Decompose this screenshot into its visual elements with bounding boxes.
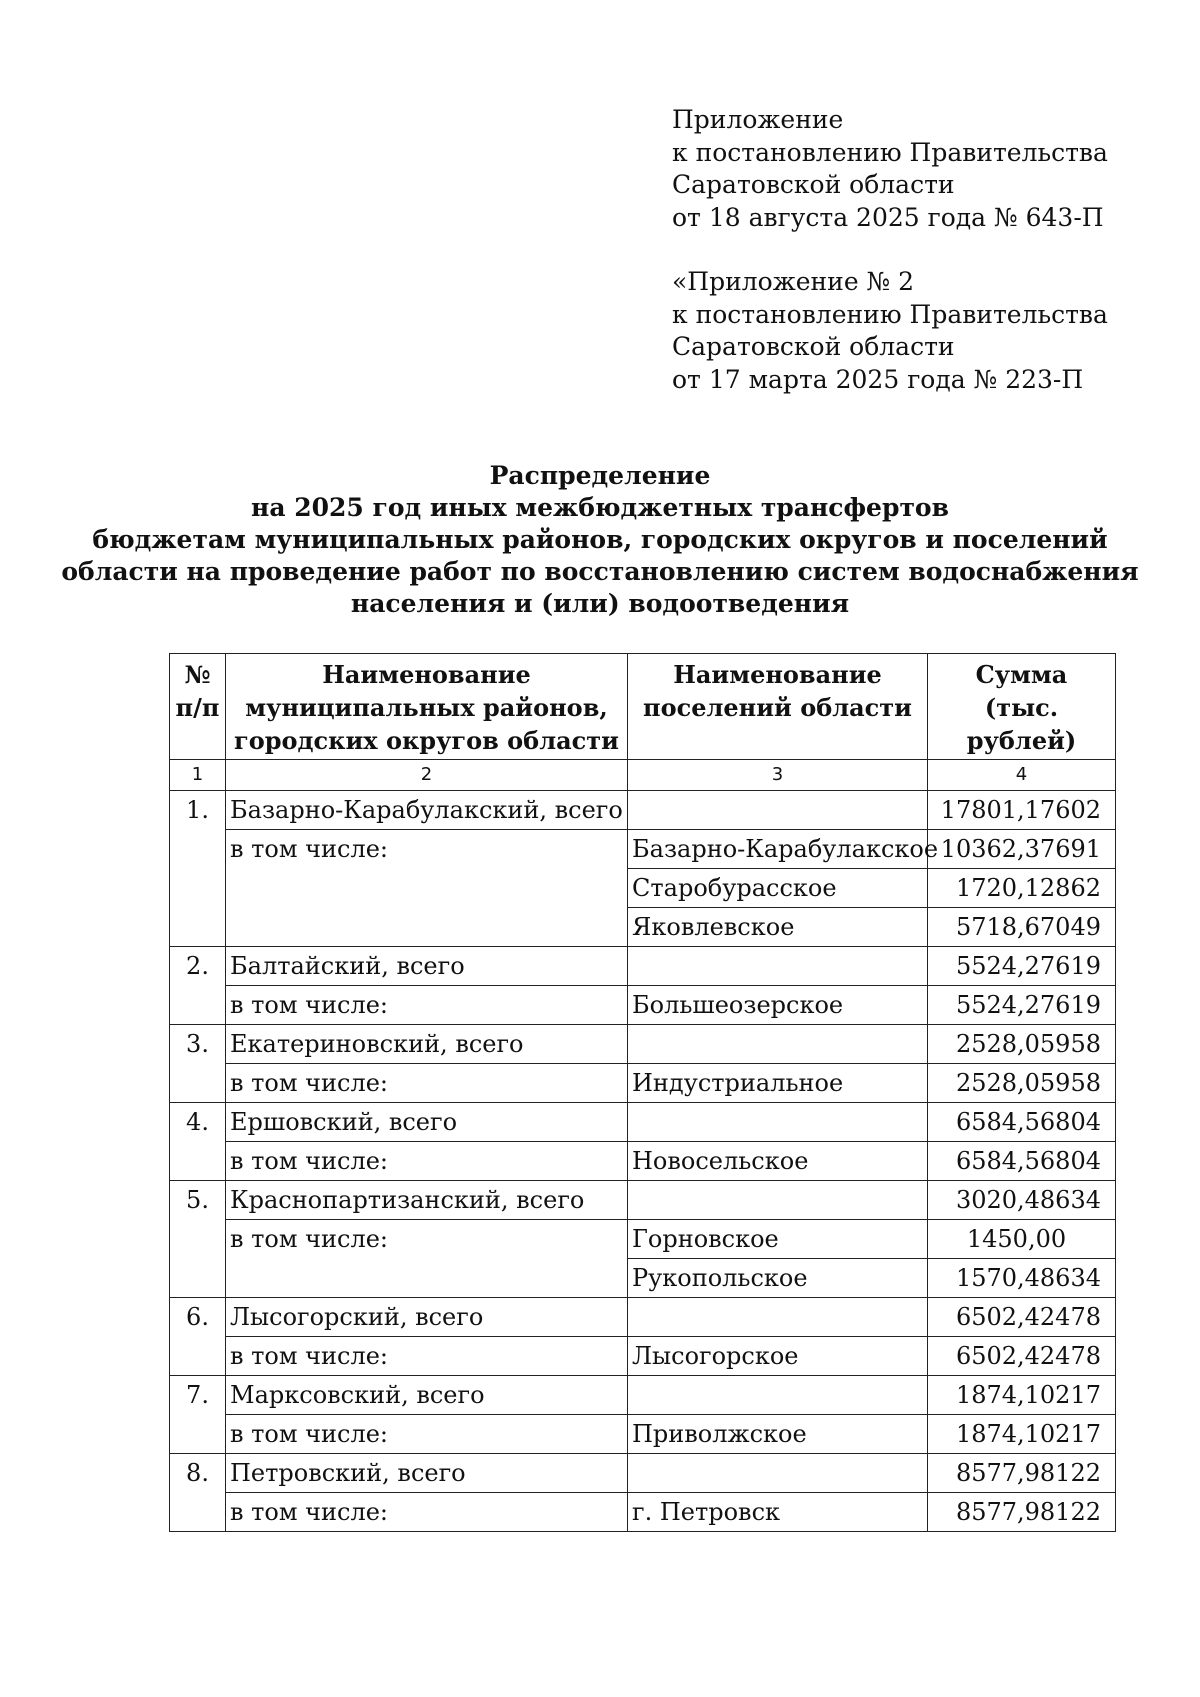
distribution-table (169, 653, 1116, 1532)
settlement-sum: 1720,12862 (928, 869, 1116, 908)
settlement-name: Рукопольское (628, 1259, 928, 1298)
appendix-line: к постановлению Правительства (672, 299, 1108, 329)
sub-label: в том числе: (226, 1337, 628, 1376)
table-body (170, 791, 1116, 1532)
column-index: 2 (226, 760, 628, 791)
table-row-district-total (170, 1376, 1116, 1415)
table-row-settlement (170, 830, 1116, 869)
title-line: населения и (или) водоотведения (350, 589, 850, 618)
district-name: Лысогорский, всего (226, 1298, 628, 1337)
settlement-name: Новосельское (628, 1142, 928, 1181)
header-settlement (628, 654, 928, 760)
row-number: 2. (170, 947, 226, 1025)
district-name: Петровский, всего (226, 1454, 628, 1493)
header-text: п/п (175, 693, 220, 722)
settlement-sum: 1874,10217 (928, 1415, 1116, 1454)
district-name: Марксовский, всего (226, 1376, 628, 1415)
settlement-name: Лысогорское (628, 1337, 928, 1376)
column-index-row (170, 760, 1116, 791)
header-text: Наименование (673, 660, 882, 689)
sub-label: в том числе: (226, 1493, 628, 1532)
sub-label: в том числе: (226, 1220, 628, 1298)
table-header-row (170, 654, 1116, 760)
settlement-empty (628, 1298, 928, 1337)
settlement-name: Индустриальное (628, 1064, 928, 1103)
appendix-line: «Приложение № 2 (672, 267, 915, 296)
district-name: Екатериновский, всего (226, 1025, 628, 1064)
table-row-district-total (170, 947, 1116, 986)
appendix-reference-original (672, 266, 1108, 396)
header-sum (928, 654, 1116, 760)
district-name: Базарно-Карабулакский, всего (226, 791, 628, 830)
table-row-settlement (170, 1220, 1116, 1259)
settlement-name: Базарно-Карабулакское (628, 830, 928, 869)
district-total-sum: 5524,27619 (928, 947, 1116, 986)
appendix-line: Приложение (672, 105, 844, 134)
header-text: поселений области (643, 693, 912, 722)
settlement-empty (628, 1181, 928, 1220)
settlement-name: Горновское (628, 1220, 928, 1259)
table-row-settlement (170, 1493, 1116, 1532)
settlement-sum: 6584,56804 (928, 1142, 1116, 1181)
settlement-sum: 1450,00 (928, 1220, 1116, 1259)
sub-label: в том числе: (226, 986, 628, 1025)
settlement-sum: 8577,98122 (928, 1493, 1116, 1532)
table-row-settlement (170, 1337, 1116, 1376)
table-row-district-total (170, 1103, 1116, 1142)
header-num (170, 654, 226, 760)
header-text: № (184, 660, 211, 689)
table-row-district-total (170, 791, 1116, 830)
table-row-district-total (170, 1025, 1116, 1064)
district-total-sum: 8577,98122 (928, 1454, 1116, 1493)
header-text: городских округов области (234, 726, 619, 755)
table-row-district-total (170, 1181, 1116, 1220)
settlement-sum: 1570,48634 (928, 1259, 1116, 1298)
appendix-reference-current (672, 104, 1108, 234)
title-line: Распределение (489, 461, 711, 490)
district-total-sum: 1874,10217 (928, 1376, 1116, 1415)
row-number: 1. (170, 791, 226, 947)
settlement-name: Яковлевское (628, 908, 928, 947)
settlement-empty (628, 1454, 928, 1493)
settlement-sum: 6502,42478 (928, 1337, 1116, 1376)
settlement-empty (628, 1025, 928, 1064)
table-row-district-total (170, 1454, 1116, 1493)
title-line: на 2025 год иных межбюджетных трансфертов (251, 493, 949, 522)
header-district (226, 654, 628, 760)
appendix-line: от 18 августа 2025 года № 643-П (672, 202, 1104, 232)
table-row-settlement (170, 1064, 1116, 1103)
settlement-empty (628, 1103, 928, 1142)
header-text: Наименование (322, 660, 531, 689)
district-name: Краснопартизанский, всего (226, 1181, 628, 1220)
appendix-line: Саратовской области (672, 332, 955, 361)
row-number: 7. (170, 1376, 226, 1454)
settlement-name: Приволжское (628, 1415, 928, 1454)
settlement-empty (628, 1376, 928, 1415)
settlement-empty (628, 791, 928, 830)
column-index: 1 (170, 760, 226, 791)
sub-label: в том числе: (226, 1142, 628, 1181)
settlement-sum: 10362,37691 (928, 830, 1116, 869)
appendix-line: к постановлению Правительства (672, 137, 1108, 167)
row-number: 6. (170, 1298, 226, 1376)
row-number: 8. (170, 1454, 226, 1532)
settlement-sum: 2528,05958 (928, 1064, 1116, 1103)
district-total-sum: 2528,05958 (928, 1025, 1116, 1064)
district-total-sum: 6584,56804 (928, 1103, 1116, 1142)
row-number: 4. (170, 1103, 226, 1181)
appendix-line: от 17 марта 2025 года № 223-П (672, 364, 1084, 394)
document-title (0, 460, 1200, 620)
row-number: 5. (170, 1181, 226, 1298)
title-line: бюджетам муниципальных районов, городских округов и поселений (92, 525, 1108, 554)
header-text: муниципальных районов, (245, 693, 608, 722)
district-name: Балтайский, всего (226, 947, 628, 986)
table-row-settlement (170, 1142, 1116, 1181)
sub-label: в том числе: (226, 830, 628, 947)
settlement-empty (628, 947, 928, 986)
district-name: Ершовский, всего (226, 1103, 628, 1142)
settlement-name: г. Петровск (628, 1493, 928, 1532)
header-text: (тыс. рублей) (966, 693, 1077, 755)
column-index: 4 (928, 760, 1116, 791)
district-total-sum: 17801,17602 (928, 791, 1116, 830)
table-row-settlement (170, 986, 1116, 1025)
settlement-name: Старобурасское (628, 869, 928, 908)
settlement-sum: 5718,67049 (928, 908, 1116, 947)
appendix-line: Саратовской области (672, 170, 955, 199)
district-total-sum: 6502,42478 (928, 1298, 1116, 1337)
settlement-sum: 5524,27619 (928, 986, 1116, 1025)
district-total-sum: 3020,48634 (928, 1181, 1116, 1220)
table-row-settlement (170, 1415, 1116, 1454)
table-row-district-total (170, 1298, 1116, 1337)
row-number: 3. (170, 1025, 226, 1103)
settlement-name: Большеозерское (628, 986, 928, 1025)
header-text: Сумма (975, 660, 1068, 689)
sub-label: в том числе: (226, 1064, 628, 1103)
column-index: 3 (628, 760, 928, 791)
sub-label: в том числе: (226, 1415, 628, 1454)
title-line: области на проведение работ по восстановлению систем водоснабжения (61, 557, 1139, 586)
